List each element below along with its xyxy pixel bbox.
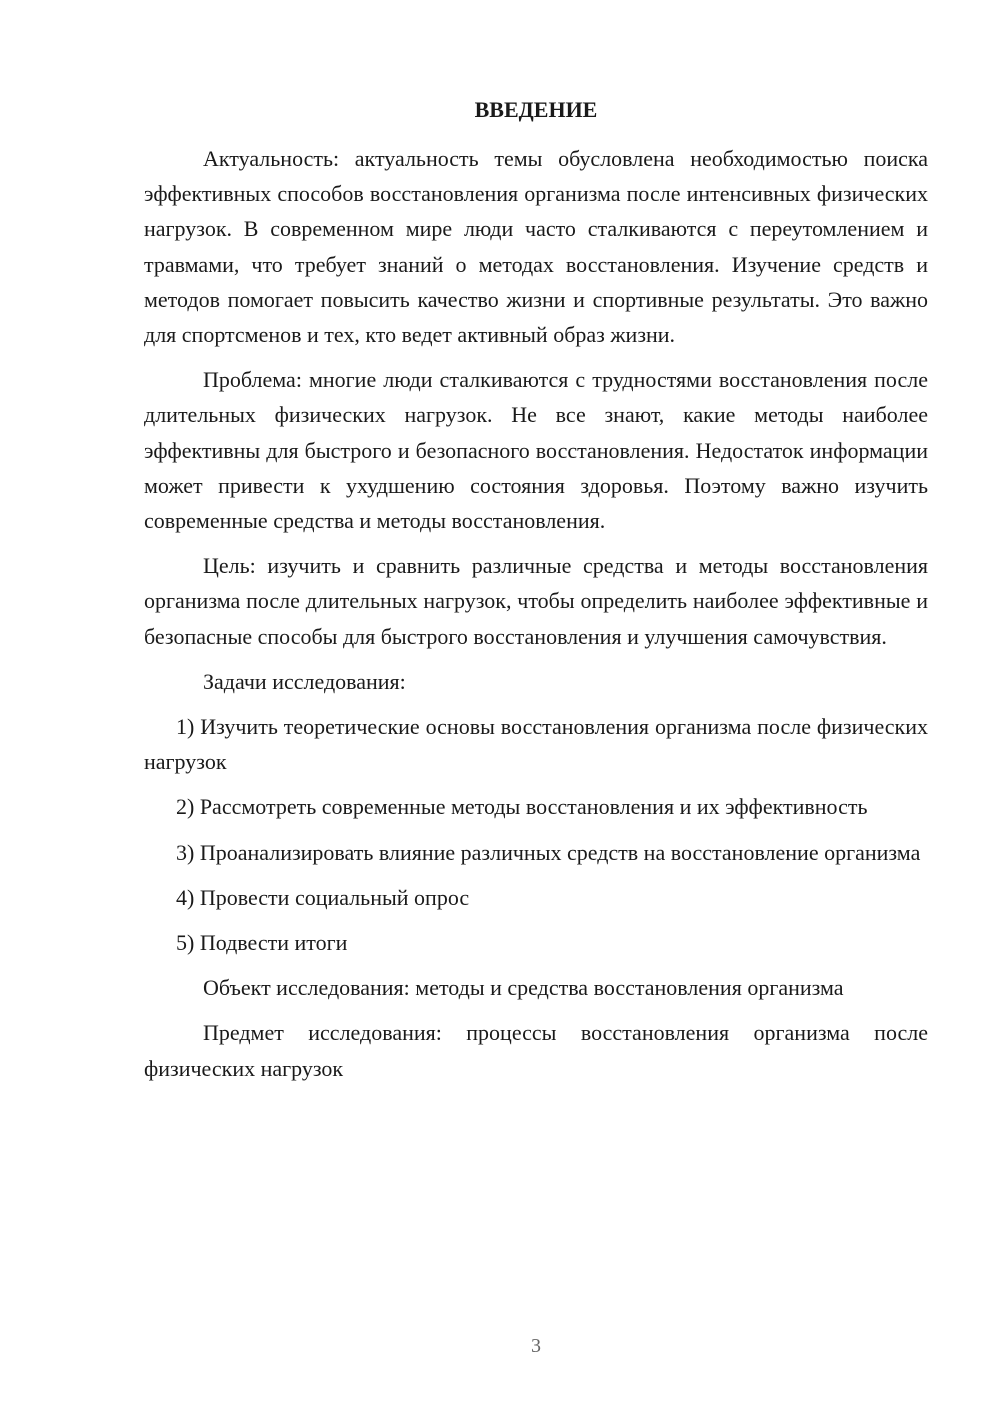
task-item-1: 1) Изучить теоретические основы восстановления организма после физических нагрузок <box>144 714 928 775</box>
goal-paragraph: Цель: изучить и сравнить различные средства и методы восстановления организма после длительных нагрузок, чтобы определить наиболее эффективные и безопасные способы для быстрого восстановления и улучшения самочувствия. <box>144 553 928 649</box>
page-title: ВВЕДЕНИЕ <box>474 97 598 122</box>
problem-paragraph: Проблема: многие люди сталкиваются с трудностями восстановления после длительных физических нагрузок. Не все знают, какие методы наиболее эффективны для быстрого и безопасного восстановления. Недостаток информации может привести к ухудшению состояния здоровья. Поэтому важно изучить современные средства и методы восстановления. <box>144 367 928 534</box>
task-item-2: 2) Рассмотреть современные методы восстановления и их эффективность <box>176 794 868 820</box>
research-subject: Предмет исследования: процессы восстановления организма после физических нагрузок <box>144 1020 928 1081</box>
task-item-4: 4) Провести социальный опрос <box>176 884 470 910</box>
page-content <box>144 92 928 1096</box>
relevance-paragraph: Актуальность: актуальность темы обусловлена необходимостью поиска эффективных способов восстановления организма после интенсивных физических нагрузок. В современном мире люди часто сталкиваются с переутомлением и травмами, что требует знаний о методах восстановления. Изучение средств и методов помогает повысить качество жизни и спортивные результаты. Это важно для спортсменов и тех, кто ведет активный образ жизни. <box>144 146 928 348</box>
tasks-heading: Задачи исследования: <box>203 668 406 694</box>
page-number: 3 <box>531 1335 541 1357</box>
research-object: Объект исследования: методы и средства восстановления организма <box>203 975 844 1001</box>
task-item-5: 5) Подвести итоги <box>176 930 348 956</box>
task-item-3: 3) Проанализировать влияние различных средств на восстановление организма <box>176 839 921 865</box>
